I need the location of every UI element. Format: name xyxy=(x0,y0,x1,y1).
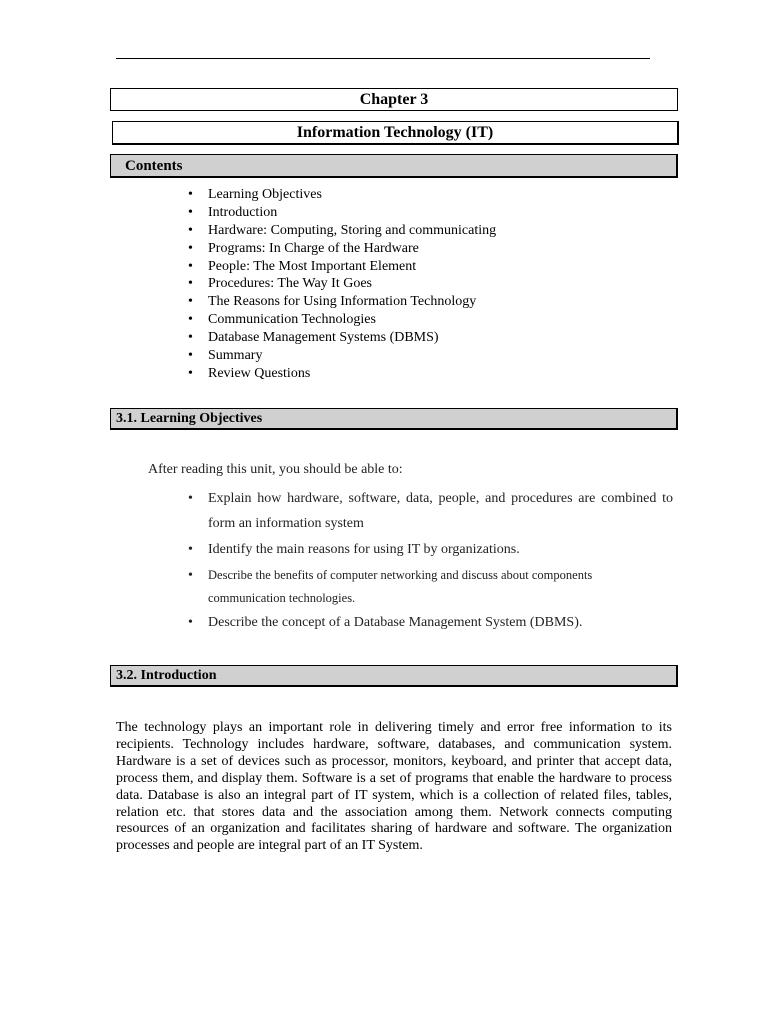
objective-item: • Describe the concept of a Database Management System (DBMS). xyxy=(188,610,673,635)
contents-item: • Learning Objectives xyxy=(188,186,496,204)
contents-item: • Review Questions xyxy=(188,365,496,383)
objective-item: • Explain how hardware, software, data, people, and procedures are combined to form an information system xyxy=(188,486,673,536)
contents-item: • The Reasons for Using Information Technology xyxy=(188,293,496,311)
contents-item: • Summary xyxy=(188,347,496,365)
contents-heading: Contents xyxy=(110,154,678,178)
header-rule xyxy=(116,58,650,59)
contents-item: • Database Management Systems (DBMS) xyxy=(188,329,496,347)
contents-item: • People: The Most Important Element xyxy=(188,258,496,276)
introduction-heading: 3.2. Introduction xyxy=(110,665,678,687)
contents-item: • Introduction xyxy=(188,204,496,222)
chapter-heading: Chapter 3 xyxy=(110,88,678,111)
objectives-list xyxy=(188,486,673,635)
contents-item: • Communication Technologies xyxy=(188,311,496,329)
objective-item: • Identify the main reasons for using IT by organizations. xyxy=(188,537,673,562)
introduction-paragraph: The technology plays an important role in delivering timely and error free information to its recipients. Technology includes hardware, software, databases, and communication system. Hardware is a set of devices such as processor, monitors, keyboard, and printer that accept data, process them, and display them. Software is a set of programs that enable the hardware to process data. Database is also an integral part of IT system, which is a collection of related files, tables, relation etc. that stores data and the association among them. Network connects computing resources of an organization and facilitates sharing of hardware and software. The organization processes and people are integral part of an IT System. xyxy=(116,720,672,854)
contents-item: • Programs: In Charge of the Hardware xyxy=(188,240,496,258)
contents-list xyxy=(188,186,496,383)
objectives-lead: After reading this unit, you should be able to: xyxy=(148,462,403,477)
chapter-title: Information Technology (IT) xyxy=(112,121,679,145)
learning-objectives-heading: 3.1. Learning Objectives xyxy=(110,408,678,430)
contents-item: • Hardware: Computing, Storing and communicating xyxy=(188,222,496,240)
objective-item: • Describe the benefits of computer networking and discuss about components communication technologies. xyxy=(188,564,673,610)
contents-item: • Procedures: The Way It Goes xyxy=(188,275,496,293)
